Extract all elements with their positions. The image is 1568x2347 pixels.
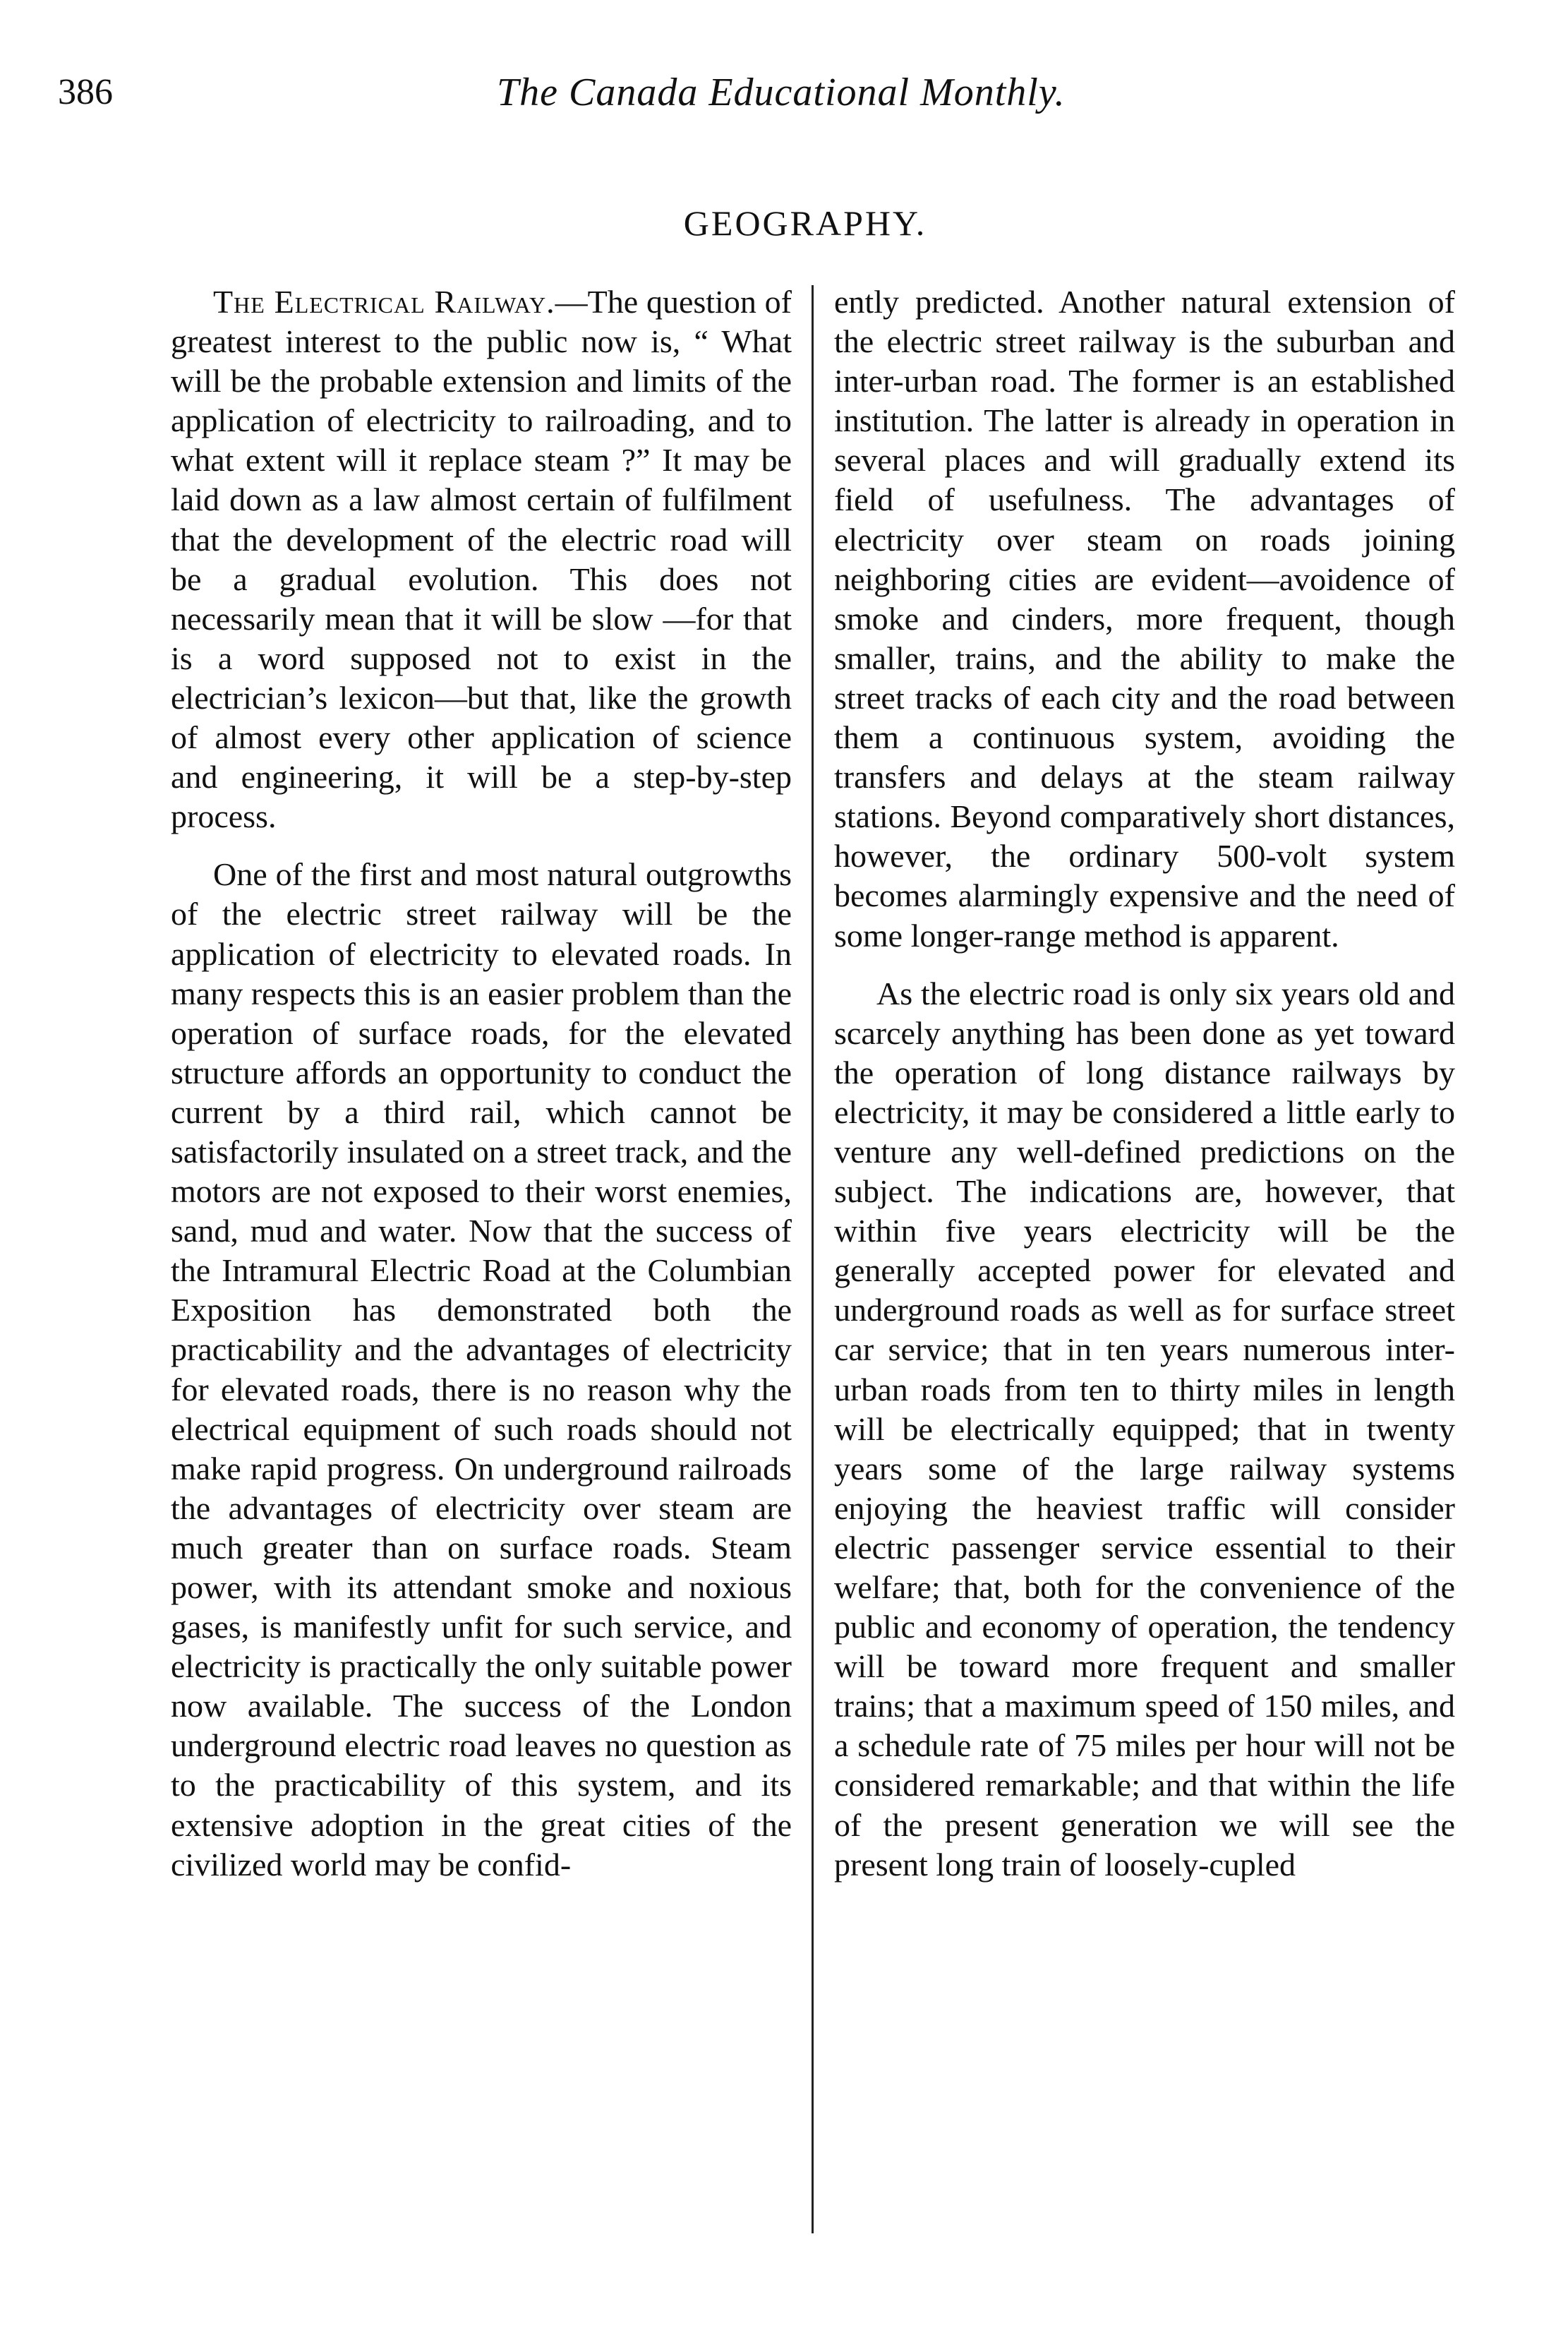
article-paragraph: As the electric road is only six years old and scarcely anything has been done as yet toward the operation of long distance railways by electricity, it may be considered a little early to venture any well-defined predictions on the subject. The indications are, however, that within five years electricity will be the generally accepted power for elevated and underground roads as well as for surface street car service; that in ten years numerous inter-urban roads from ten to thirty miles in length will be electrically equipped; that in twenty years some of the large railway systems enjoying the heaviest traffic will consider electric passenger service essential to their welfare; that, both for the convenience of the public and economy of operation, the tendency will be toward more frequent and smaller trains; that a maximum speed of 150 miles, and a schedule rate of 75 miles per hour will not be considered remarkable; and that within the life of the present generation we will see the present long train of loosely-cupled [834,975,1455,1883]
running-header [58,68,1159,131]
right-column [834,282,1455,1903]
left-column [171,282,792,1903]
article-paragraph: One of the first and most natural outgrowths of the electric street railway will be the application of electricity to elevated roads. In many respects this is an easier problem than the operation of surface roads, for the elevated structure affords an opportunity to conduct the current by a third rail, which cannot be satisfactorily insulated on a street track, and the motors are not exposed to their worst enemies, sand, mud and water. Now that the success of the Intramural Electric Road at the Columbian Exposition has demonstrated both the practicability and the advantages of electricity for elevated roads, there is no reason why the electrical equipment of such roads should not make rapid progress. On underground railroads the advantages of electricity over steam are much greater than on surface roads. Steam power, with its attendant smoke and noxious gases, is manifestly unfit for such service, and electricity is practically the only suitable power now available. The success of the London underground electric road leaves no question as to the practicability of this system, and its extensive adoption in the great cities of the civilized world may be confid- [171,856,792,1883]
article-paragraph: ently predicted. Another natural extension of the electric street railway is the suburban and inter-urban road. The former is an established institution. The latter is already in operation in several places and will gradually extend its field of usefulness. The advantages of electricity over steam on roads joining neighboring cities are evident—avoidence of smoke and cinders, more frequent, though smaller, trains, and the ability to make the street tracks of each city and the road between them a continuous system, avoiding the transfers and delays at the steam railway stations. Beyond comparatively short distances, however, the ordinary 500-volt system becomes alarmingly expensive and the need of some longer-range method is apparent. [834,284,1455,954]
paragraph-text: —The question of greatest interest to the public now is, “ What will be the probable extension and limits of the application of electricity to railroading, and to what extent will it replace steam ?” It may be laid down as a law almost certain of fulfilment that the development of the electric road will be a gradual evolution. This does not necessarily mean that it will be slow —for that is a word supposed not to exist in the electrician’s lexicon—but that, like the growth of almost every other application of science and engineering, it will be a step-by-step process. [171,284,792,835]
section-heading: GEOGRAPHY. [683,203,927,243]
article-title: The Electrical Railway. [213,284,555,320]
column-divider [812,285,814,2233]
journal-title: The Canada Educational Monthly. [497,71,1066,114]
page-number: 386 [58,72,113,112]
article-paragraph [171,282,792,836]
